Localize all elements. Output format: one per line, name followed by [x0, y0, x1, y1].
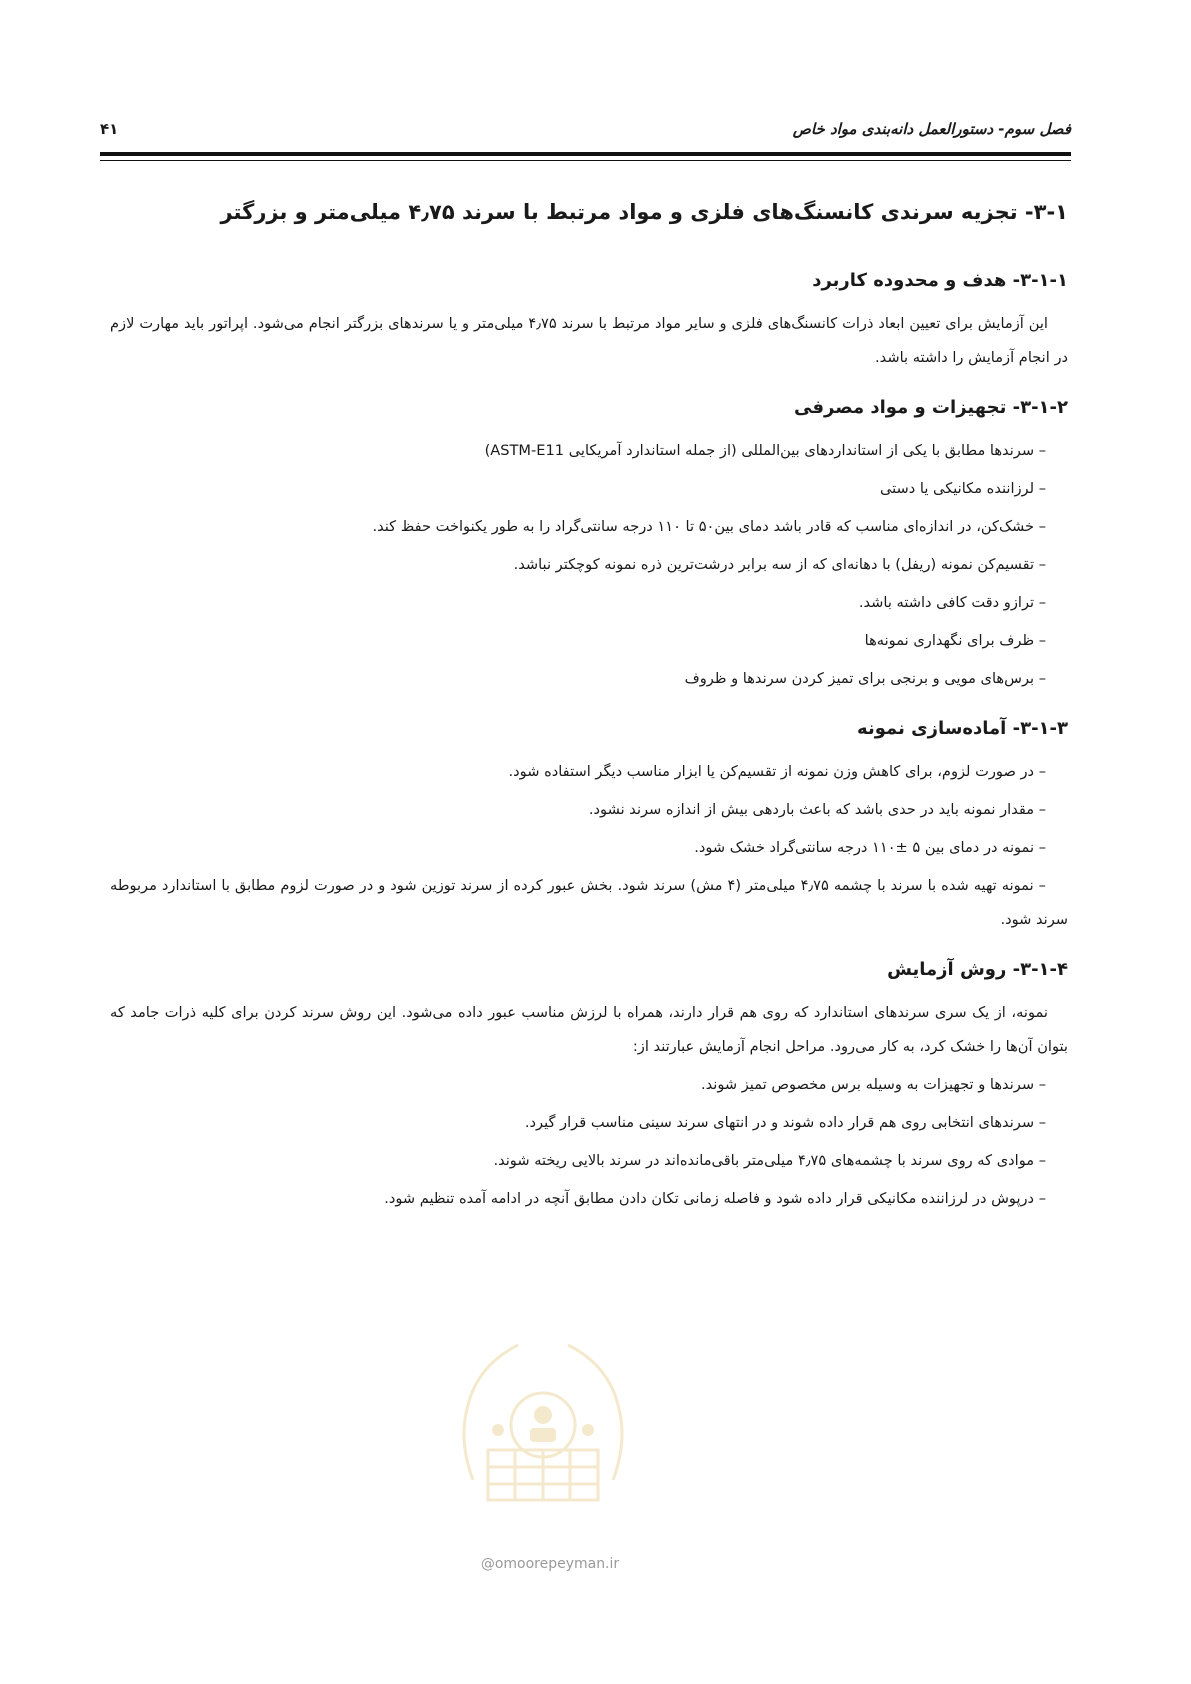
list-item: – سرندها و تجهیزات به وسیله برس مخصوص تمیز شوند. [700, 1076, 1046, 1093]
method-steps-list [110, 1068, 1068, 1216]
main-title: ۳-۱- تجزیه سرندی کانسنگ‌های فلزی و مواد مرتبط با سرند ۴٫۷۵ میلی‌متر و بزرگتر [220, 200, 1068, 224]
watermark-logo [448, 1330, 638, 1520]
section-paragraph-method: نمونه، از یک سری سرندهای استاندارد که روی هم قرار دارند، همراه با لرزش مناسب عبور داده می‌شود. این روش سرند کردن برای کلیه ذرات جامد که بتوان آن‌ها را خشک کرد، به کار می‌رود. مراحل انجام آزمایش عبارتند از: [110, 1004, 1068, 1055]
list-item: – نمونه در دمای بین ۵ ±۱۱۰ درجه سانتی‌گراد خشک شود. [694, 839, 1046, 856]
equipment-list [110, 434, 1068, 696]
list-item: – تقسیم‌کن نمونه (ریفل) با دهانه‌ای که از سه برابر درشت‌ترین ذره نمونه کوچکتر نباشد. [513, 556, 1046, 573]
list-item: – سرندها مطابق با یکی از استانداردهای بین‌المللی (از جمله استاندارد آمریکایی ASTM-E11) [484, 442, 1046, 459]
header-rule-thick [100, 152, 1071, 156]
section-title-equipment: ۳-۱-۲- تجهیزات و مواد مصرفی [794, 397, 1068, 418]
section-title-sample-prep: ۳-۱-۳- آماده‌سازی نمونه [857, 718, 1068, 739]
list-item: – درپوش در لرزاننده مکانیکی قرار داده شود و فاصله زمانی تکان دادن مطابق آنچه در ادامه آمده تنظیم شود. [384, 1190, 1046, 1207]
list-item: – ترازو دقت کافی داشته باشد. [858, 594, 1046, 611]
chapter-title: فصل سوم- دستورالعمل دانه‌بندی مواد خاص [792, 120, 1071, 138]
section-title-purpose: ۳-۱-۱- هدف و محدوده کاربرد [812, 270, 1068, 291]
list-item: – ظرف برای نگهداری نمونه‌ها [864, 632, 1046, 649]
sample-prep-list [110, 755, 1068, 937]
list-item: – سرندهای انتخابی روی هم قرار داده شوند و در انتهای سرند سینی مناسب قرار گیرد. [524, 1114, 1046, 1131]
list-item: – خشک‌کن، در اندازه‌ای مناسب که قادر باشد دمای بین۵۰ تا ۱۱۰ درجه سانتی‌گراد را به طور یکنواخت حفظ کند. [372, 518, 1046, 535]
list-item: – مقدار نمونه باید در حدی باشد که باعث باردهی بیش از اندازه سرند نشود. [588, 801, 1046, 818]
watermark-url: @omoorepeyman.ir [480, 1556, 620, 1572]
header-rule-thin [100, 160, 1071, 161]
list-item: – لرزاننده مکانیکی یا دستی [879, 480, 1046, 497]
list-item: – در صورت لزوم، برای کاهش وزن نمونه از تقسیم‌کن یا ابزار مناسب دیگر استفاده شود. [508, 763, 1046, 780]
list-item: – برس‌های مویی و برنجی برای تمیز کردن سرندها و ظروف [684, 670, 1046, 687]
page-content [110, 200, 1068, 1238]
section-paragraph-purpose: این آزمایش برای تعیین ابعاد ذرات کانسنگ‌های فلزی و سایر مواد مرتبط با سرند ۴٫۷۵ میلی‌متر و یا سرندهای بزرگتر انجام می‌شود. اپراتور باید مهارت لازم در انجام آزمایش را داشته باشد. [110, 315, 1068, 366]
page-header [100, 120, 1071, 144]
section-title-method: ۳-۱-۴- روش آزمایش [887, 959, 1068, 980]
page-number: ۴۱ [100, 120, 119, 138]
list-item: – نمونه تهیه شده با سرند با چشمه ۴٫۷۵ میلی‌متر (۴ مش) سرند شود. بخش عبور کرده از سرند توزین شود و در صورت لزوم مطابق با استاندارد مربوطه سرند شود. [110, 877, 1068, 928]
list-item: – موادی که روی سرند با چشمه‌های ۴٫۷۵ میلی‌متر باقی‌مانده‌اند در سرند بالایی ریخته شوند. [493, 1152, 1046, 1169]
at-icon: @ [480, 1556, 495, 1572]
